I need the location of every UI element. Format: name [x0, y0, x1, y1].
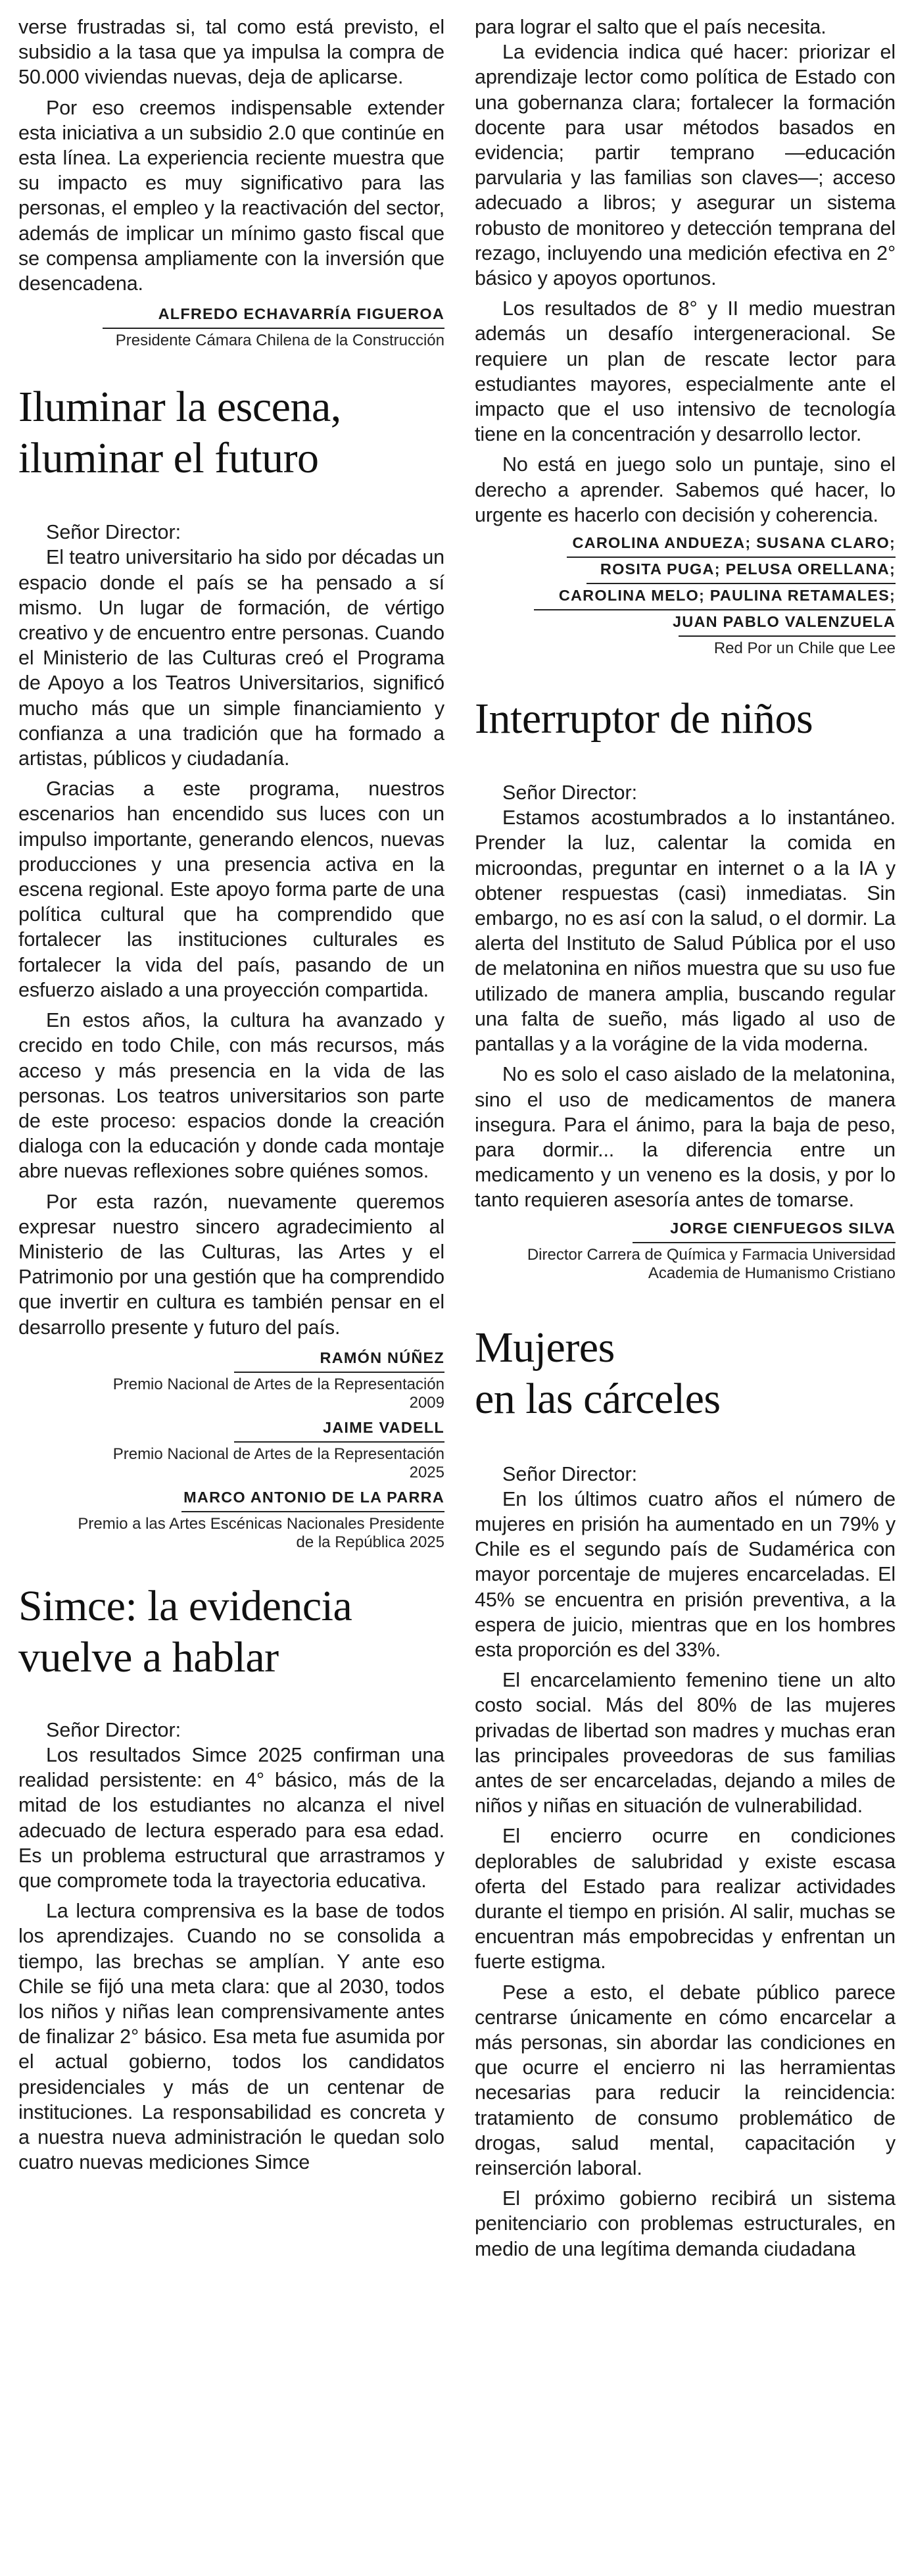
signature-role: 2009 — [409, 1393, 444, 1412]
salutation: Señor Director: — [502, 1462, 638, 1485]
letter-paragraph: Por eso creemos indispensable extender esta iniciativa a un subsidio 2.0 que continúe en esta línea. La experiencia reciente muestra que su impacto es muy significativo para las personas, el empleo y la reactivación del sector, además de implicar un mínimo gasto fiscal que se compensa ampliamente con la inversión que desencadena. — [18, 96, 444, 295]
headline — [475, 1322, 896, 1425]
signature-role: de la República 2025 — [296, 1533, 444, 1551]
letter-paragraph: En los últimos cuatro años el número de mujeres en prisión ha aumentado en un 79% y Chile es el segundo país de Sudamérica con mayor porcentaje de mujeres encarceladas. El 45% se encuentra en prisión preventiva, a la espera de juicio, mientras que en los hombres esta proporción es del 33%. — [475, 1487, 896, 1661]
letter-paragraph: Gracias a este programa, nuestros escenarios han encendido sus luces con un impulso importante, generando elencos, nuevas producciones y una presencia activa en la escena regional. Este apoyo forma parte de una política cultural que ha comprendido que fortalecer las instituciones culturales es fortalecer la vida del país, pasando de un esfuerzo aislado a una proyección compartida. — [18, 778, 444, 1001]
signature-role: Red Por un Chile que Lee — [713, 639, 896, 658]
letter-simce-continued — [475, 14, 896, 658]
headline: Interruptor de niños — [475, 695, 813, 743]
right-column — [475, 14, 896, 2262]
signature-rule — [181, 1511, 444, 1512]
signature-name: MARCO ANTONIO DE LA PARRA — [183, 1488, 444, 1506]
letter-interruptor — [475, 693, 896, 1282]
signature-name: ALFREDO ECHAVARRÍA FIGUEROA — [158, 305, 444, 323]
signature-role: Academia de Humanismo Cristiano — [648, 1264, 896, 1282]
letter-teatro — [18, 382, 444, 1552]
signature-name: ROSITA PUGA; PELUSA ORELLANA; — [600, 560, 896, 578]
signature-rule — [103, 328, 444, 329]
left-column — [18, 14, 444, 2175]
letter-paragraph: Los resultados Simce 2025 confirman una realidad persistente: en 4° básico, más de la mitad de los estudiantes no alcanza el nivel adecuado de lectura esperado para esa edad. Es un problema estructural que arrastramos y que compromete toda la trayectoria educativa. — [18, 1743, 444, 1892]
headline-line: Iluminar la escena, — [18, 383, 341, 432]
headline-line: Simce: la evidencia — [18, 1581, 352, 1630]
signature-name: CAROLINA MELO; PAULINA RETAMALES; — [558, 587, 896, 605]
signature-role: 2025 — [409, 1463, 444, 1481]
letter-paragraph: El encierro ocurre en condiciones deplorables de salubridad y existe escasa oferta del Estado para realizar actividades durante el tiempo en prisión. Al salir, muchas se encuentran más empobrecidas y enfrentan un fuerte estigma. — [475, 1825, 896, 1973]
letter-paragraph: No es solo el caso aislado de la melatonina, sino el uso de medicamentos de manera insegura. Para el ánimo, para la baja de peso, para dormir... la diferencia entre un medicamento y un veneno es la dosis, y por lo tanto requieren asesoría antes de tomarse. — [475, 1063, 896, 1212]
salutation: Señor Director: — [46, 521, 181, 544]
headline-line: iluminar el futuro — [18, 434, 319, 483]
letter-paragraph: El encarcelamiento femenino tiene un alto costo social. Más del 80% de las mujeres privadas de libertad son madres y muchas eran las principales proveedoras de sus familias antes de ser encarceladas, dejando a miles de niños y niñas en situación de vulnerabilidad. — [475, 1669, 896, 1818]
letter-paragraph: En estos años, la cultura ha avanzado y crecido en todo Chile, con más recursos, más acceso y más presencia en la vida de las personas. Los teatros universitarios son parte de este proceso: espacios donde la creación dialoga con la educación y donde cada montaje abre nuevas reflexiones sobre quiénes somos. — [18, 1009, 444, 1183]
signature-role: Premio Nacional de Artes de la Representación — [112, 1445, 444, 1463]
headline-line: Mujeres — [475, 1323, 615, 1372]
letter-paragraph: Pese a esto, el debate público parece centrarse únicamente en cómo encarcelar a más personas, sin abordar las condiciones en que ocurre el encierro ni las herramientas necesarias para reducir la reincidencia: tratamiento de consumo problemático de drogas, salud mental, capacitación y reinserción laboral. — [475, 1981, 896, 2179]
letter-paragraph: Por esta razón, nuevamente queremos expresar nuestro sincero agradecimiento al Ministerio de las Culturas, las Artes y el Patrimonio por una gestión que ha comprendido que invertir en cultura es también pensar en el desarrollo presente y futuro del país. — [18, 1190, 444, 1339]
letter-paragraph: El teatro universitario ha sido por décadas un espacio donde el país se ha pensado a sí mismo. Un lugar de formación, de vértigo creativo y de encuentro entre personas. Cuando el Ministerio de las Culturas creó el Programa de Apoyo a los Teatros Universitarios, significó mucho más que un simple financiamiento y confianza a una tradición que ha formado a artistas, públicos y ciudadanía. — [18, 546, 444, 770]
letter-paragraph: verse frustradas si, tal como está previsto, el subsidio a la tasa que ya impulsa la compra de 50.000 viviendas nuevas, deja de aplicarse. — [18, 16, 444, 89]
headline — [18, 382, 444, 484]
headline-line: en las cárceles — [475, 1374, 721, 1423]
signature-rule — [234, 1441, 444, 1443]
letter-simce — [18, 1581, 444, 2175]
signature-role: Presidente Cámara Chilena de la Construcción — [115, 332, 444, 350]
headline-line: vuelve a hablar — [18, 1633, 279, 1681]
signature-rule — [679, 635, 896, 637]
salutation: Señor Director: — [502, 781, 638, 805]
letter-paragraph: El próximo gobierno recibirá un sistema penitenciario con problemas estructurales, en medio de una legítima demanda ciudadana — [475, 2187, 896, 2260]
signature-rule — [633, 1242, 896, 1243]
letter-paragraph: La lectura comprensiva es la base de todos los aprendizajes. Cuando no se consolida a tiempo, las brechas se amplían. Y ante eso Chile se fijó una meta clara: que al 2030, todos los niños y niñas lean comprensivamente antes de finalizar 2° básico. Esa meta fue asumida por el actual gobierno, todos los candidatos presidenciales y más de un centenar de instituciones. La responsabilidad es concreta y a nuestra nueva administración le quedan solo cuatro nuevas mediciones Simce — [18, 1900, 444, 2174]
letter-subsidio — [18, 14, 444, 350]
signature-name: JUAN PABLO VALENZUELA — [673, 613, 896, 631]
signature-name: RAMÓN NÚÑEZ — [320, 1349, 444, 1366]
signature-role: Premio Nacional de Artes de la Representación — [112, 1375, 444, 1393]
letter-paragraph: para lograr el salto que el país necesita. — [475, 16, 826, 38]
salutation: Señor Director: — [46, 1718, 181, 1741]
letter-paragraph: Estamos acostumbrados a lo instantáneo. Prender la luz, calentar la comida en microondas, preguntar en internet o a la IA y obtener respuestas (casi) inmediatas. Sin embargo, no es así con la salud, o el dormir. La alerta del Instituto de Salud Pública por el uso de melatonina en niños muestra que su uso fue utilizado de manera amplia, buscando regular una falta de sueño, más ligado al uso de pantallas y a la vorágine de la vida moderna. — [475, 806, 896, 1056]
letter-paragraph: No está en juego solo un puntaje, sino el derecho a aprender. Sabemos qué hacer, lo urgente es hacerlo con decisión y coherencia. — [475, 453, 896, 526]
signature-rule — [234, 1372, 444, 1373]
signature-name: JORGE CIENFUEGOS SILVA — [670, 1219, 896, 1237]
signature-name: JAIME VADELL — [322, 1418, 444, 1436]
letter-paragraph: La evidencia indica qué hacer: priorizar el aprendizaje lector como política de Estado con una gobernanza clara; fortalecer la formación docente para usar métodos basados en evidencia; partir temprano —educación parvularia y las familias son claves—; acceso adecuado a libros; y asegurar un sistema robusto de monitoreo y detección temprana del rezago, incluyendo una medición efectiva en 2° básico y apoyos oportunos. — [475, 41, 896, 290]
signature-role: Premio a las Artes Escénicas Nacionales Presidente — [78, 1514, 444, 1533]
signature-role: Director Carrera de Química y Farmacia Universidad — [527, 1245, 896, 1264]
headline — [18, 1581, 444, 1683]
letter-paragraph: Los resultados de 8° y II medio muestran además un desafío intergeneracional. Se requiere un plan de rescate lector para estudiantes mayores, especialmente ante el impacto que el uso intensivo de tecnología tiene en la concentración y desarrollo lector. — [475, 297, 896, 446]
signature-name: CAROLINA ANDUEZA; SUSANA CLARO; — [572, 534, 896, 552]
letter-mujeres — [475, 1322, 896, 2262]
